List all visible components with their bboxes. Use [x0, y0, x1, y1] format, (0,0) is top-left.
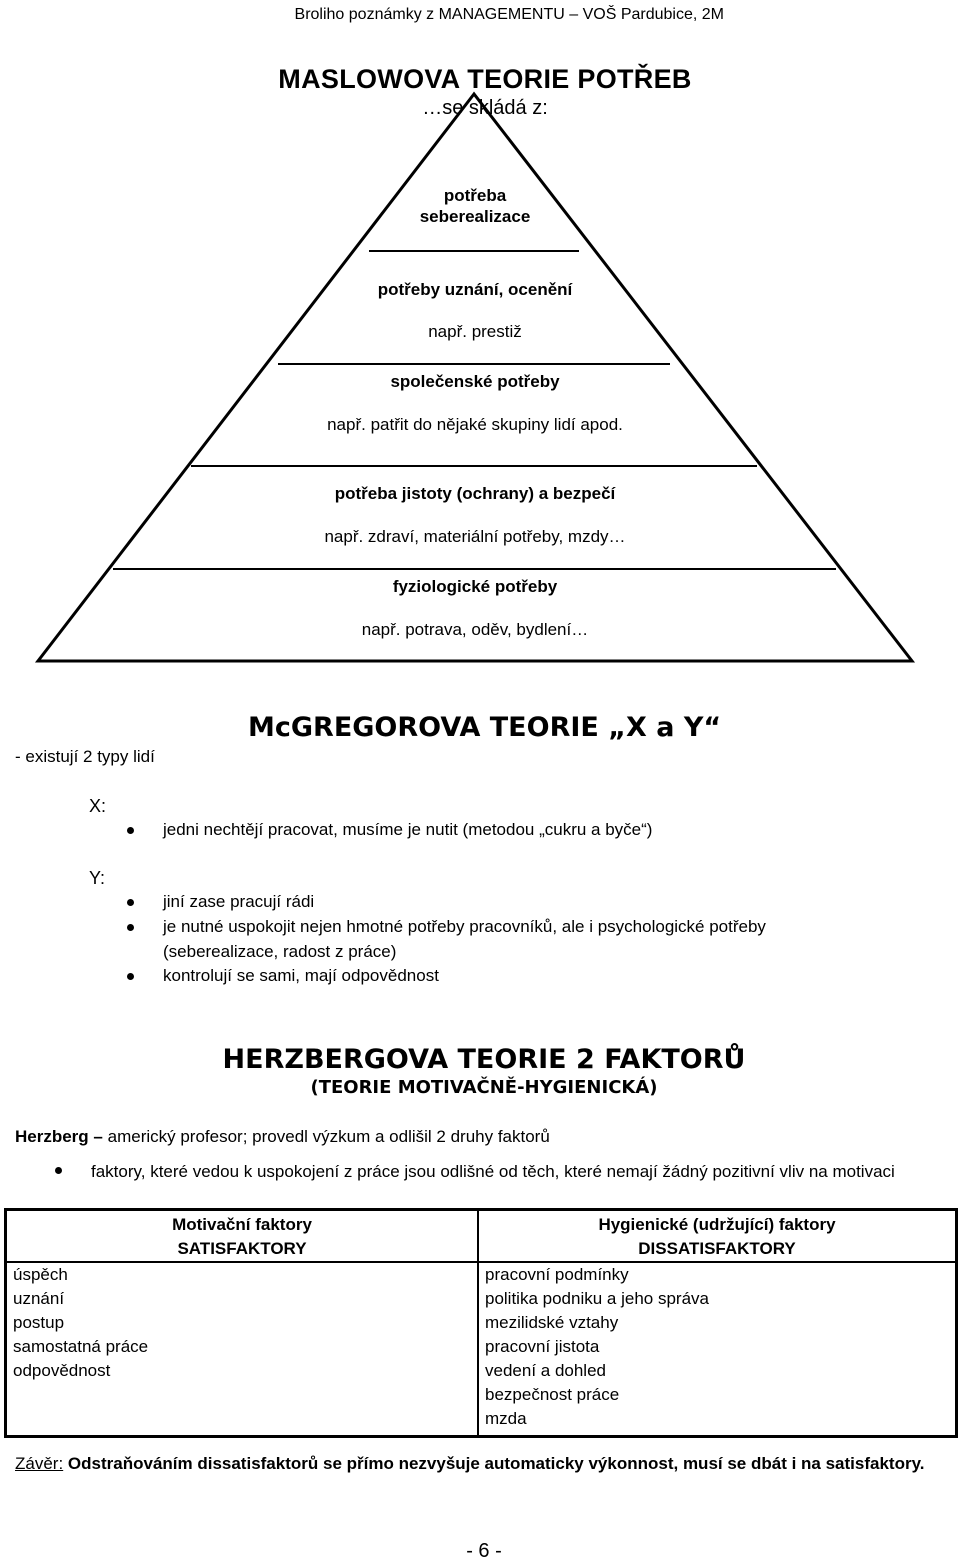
bullet-dot — [127, 973, 134, 980]
y-item-2-cont: (seberealizace, radost z práce) — [163, 942, 397, 961]
conclusion — [15, 1452, 945, 1476]
herzberg-bullet: faktory, které vedou k uspokojení z práce jsou odlišné od těch, které nemají žádný pozitivní vliv na motivaci — [91, 1162, 895, 1181]
level-1-name: fyziologické potřeby — [392, 577, 558, 596]
hygiene-header — [478, 1210, 957, 1263]
level-2-name: potřeba jistoty (ochrany) a bezpečí — [334, 484, 616, 503]
maslow-title: MASLOWOVA TEORIE POTŘEB — [278, 64, 692, 94]
list-item: uznání — [13, 1289, 65, 1308]
y-item-1: jiní zase pracují rádi — [163, 892, 315, 911]
herzberg-subtitle: (TEORIE MOTIVAČNĚ-HYGIENICKÁ) — [310, 1077, 658, 1098]
list-item: úspěch — [13, 1265, 68, 1284]
bullet-dot — [55, 1167, 62, 1174]
level-3-name: společenské potřeby — [390, 372, 560, 391]
list-item: mezilidské vztahy — [485, 1313, 619, 1332]
factors-table — [4, 1208, 958, 1438]
intro-text: americký profesor; provedl výzkum a odlišil 2 druhy faktorů — [107, 1127, 550, 1146]
level-5-name-line1: potřeba — [443, 186, 507, 205]
x-item: jedni nechtějí pracovat, musíme je nutit (metodou „cukru a byče“) — [163, 820, 653, 839]
motivators-subtitle: SATISFAKTORY — [177, 1239, 307, 1258]
bullet-dot — [127, 924, 134, 931]
herzberg-title: HERZBERGOVA TEORIE 2 FAKTORŮ — [222, 1044, 746, 1075]
bullet-dot — [127, 899, 134, 906]
list-item: odpovědnost — [13, 1361, 111, 1380]
bullet-dot — [127, 827, 134, 834]
list-item: pracovní podmínky — [485, 1265, 629, 1284]
level-3-example: např. patřit do nějaké skupiny lidí apod. — [327, 415, 623, 434]
page-number: - 6 - — [466, 1540, 502, 1562]
level-2-example: např. zdraví, materiální potřeby, mzdy… — [324, 527, 626, 546]
level-4-example: např. prestiž — [428, 322, 522, 341]
y-label: Y: — [89, 868, 106, 888]
y-item-2: je nutné uspokojit nejen hmotné potřeby pracovníků, ale i psychologické potřeby — [163, 917, 766, 936]
mcgregor-side-note: - existují 2 typy lidí — [15, 747, 155, 766]
x-label: X: — [89, 796, 107, 816]
motivators-header — [6, 1210, 479, 1263]
conclusion-label: Závěr: — [15, 1454, 64, 1473]
level-1-example: např. potrava, oděv, bydlení… — [361, 620, 589, 639]
list-item: politika podniku a jeho správa — [485, 1289, 709, 1308]
motivators-title: Motivační faktory — [172, 1215, 312, 1234]
page-header: Broliho poznámky z MANAGEMENTU – VOŠ Pardubice, 2M — [294, 6, 724, 23]
conclusion-text: Odstraňováním dissatisfaktorů se přímo nezvyšuje automaticky výkonnost, musí se dbát i na satisfaktory. — [67, 1454, 925, 1473]
list-item: mzda — [485, 1409, 527, 1428]
motivators-list — [6, 1262, 479, 1437]
herzberg-intro — [15, 1127, 550, 1147]
list-item: bezpečnost práce — [485, 1385, 620, 1404]
mcgregor-title: McGREGOROVA TEORIE „X a Y“ — [248, 712, 722, 743]
level-5-name-line2: seberealizace — [419, 207, 531, 226]
list-item: postup — [13, 1313, 65, 1332]
list-item: pracovní jistota — [485, 1337, 600, 1356]
hygiene-subtitle: DISSATISFAKTORY — [638, 1239, 796, 1258]
hygiene-list — [478, 1262, 957, 1437]
herzberg-name: Herzberg — [15, 1127, 89, 1146]
y-item-3: kontrolují se sami, mají odpovědnost — [163, 966, 439, 985]
hygiene-title: Hygienické (udržující) faktory — [598, 1215, 836, 1234]
intro-dash: – — [93, 1127, 103, 1146]
maslow-subtitle: …se skládá z: — [422, 97, 548, 119]
list-item: vedení a dohled — [485, 1361, 606, 1380]
list-item: samostatná práce — [13, 1337, 149, 1356]
level-4-name: potřeby uznání, ocenění — [377, 280, 573, 299]
